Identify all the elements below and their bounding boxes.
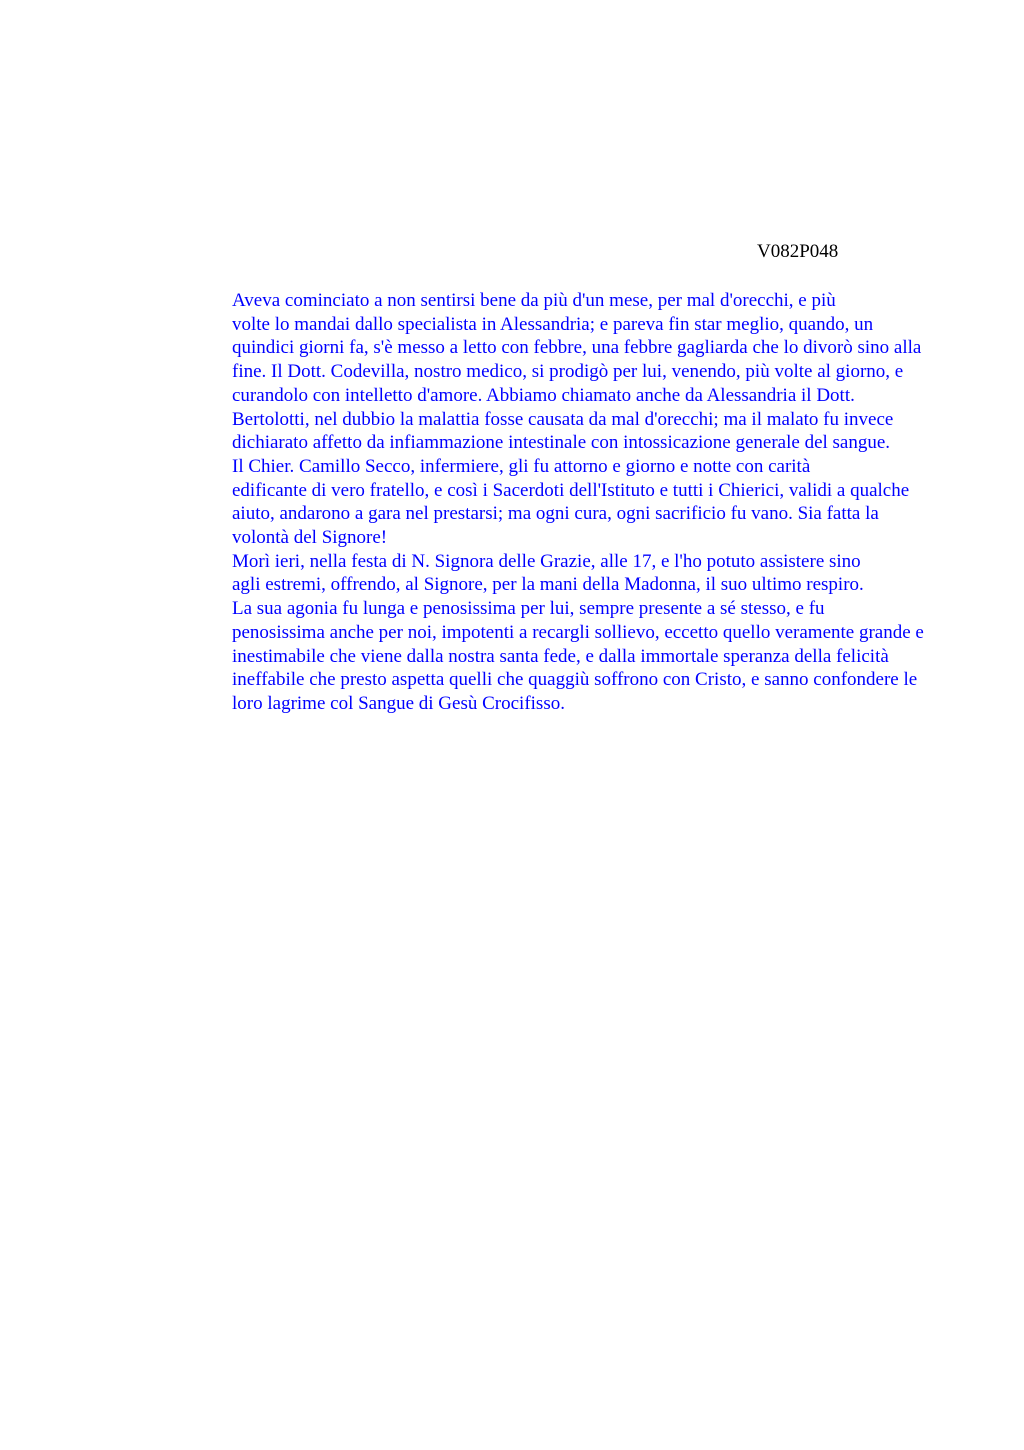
document-body	[171, 289, 931, 716]
text-line: agli estremi, offrendo, al Signore, per la mani della Madonna, il suo ultimo respiro.	[232, 574, 864, 596]
text-line: Bertolotti, nel dubbio la malattia fosse causata da mal d'orecchi; ma il malato fu invece	[232, 408, 894, 430]
paragraph-1	[171, 289, 931, 455]
text-line: volontà del Signore!	[232, 527, 388, 549]
text-line: inestimabile che viene dalla nostra santa fede, e dalla immortale speranza della felicità	[232, 645, 889, 667]
text-line: penosissima anche per noi, impotenti a recargli sollievo, eccetto quello veramente grande e	[232, 621, 924, 643]
text-line: loro lagrime col Sangue di Gesù Crocifisso.	[232, 692, 565, 714]
text-line: ineffabile che presto aspetta quelli che quaggiù soffrono con Cristo, e sanno confondere le	[232, 669, 918, 691]
text-line: quindici giorni fa, s'è messo a letto con febbre, una febbre gagliarda che lo divorò sino alla	[232, 337, 922, 359]
text-line: Morì ieri, nella festa di N. Signora delle Grazie, alle 17, e l'ho potuto assistere sino	[232, 550, 861, 572]
text-line: dichiarato affetto da infiammazione intestinale con intossicazione generale del sangue.	[232, 432, 891, 454]
paragraph-3	[171, 550, 931, 597]
text-line: edificante di vero fratello, e così i Sacerdoti dell'Istituto e tutti i Chierici, validi a qualche	[232, 479, 910, 501]
text-line: aiuto, andarono a gara nel prestarsi; ma ogni cura, ogni sacrificio fu vano. Sia fatta la	[232, 503, 879, 525]
text-line: curandolo con intelletto d'amore. Abbiamo chiamato anche da Alessandria il Dott.	[232, 384, 855, 406]
text-line: Aveva cominciato a non sentirsi bene da più d'un mese, per mal d'orecchi, e più	[232, 290, 836, 311]
text-line: La sua agonia fu lunga e penosissima per lui, sempre presente a sé stesso, e fu	[232, 598, 825, 620]
text-line: Il Chier. Camillo Secco, infermiere, gli fu attorno e giorno e notte con carità	[232, 455, 811, 477]
paragraph-4	[171, 597, 931, 716]
text-line: fine. Il Dott. Codevilla, nostro medico, si prodigò per lui, venendo, più volte al giorno, e	[232, 361, 904, 383]
text-line: volte lo mandai dallo specialista in Alessandria; e pareva fin star meglio, quando, un	[232, 313, 874, 335]
page-code: V082P048	[757, 241, 839, 262]
paragraph-2	[171, 455, 931, 550]
